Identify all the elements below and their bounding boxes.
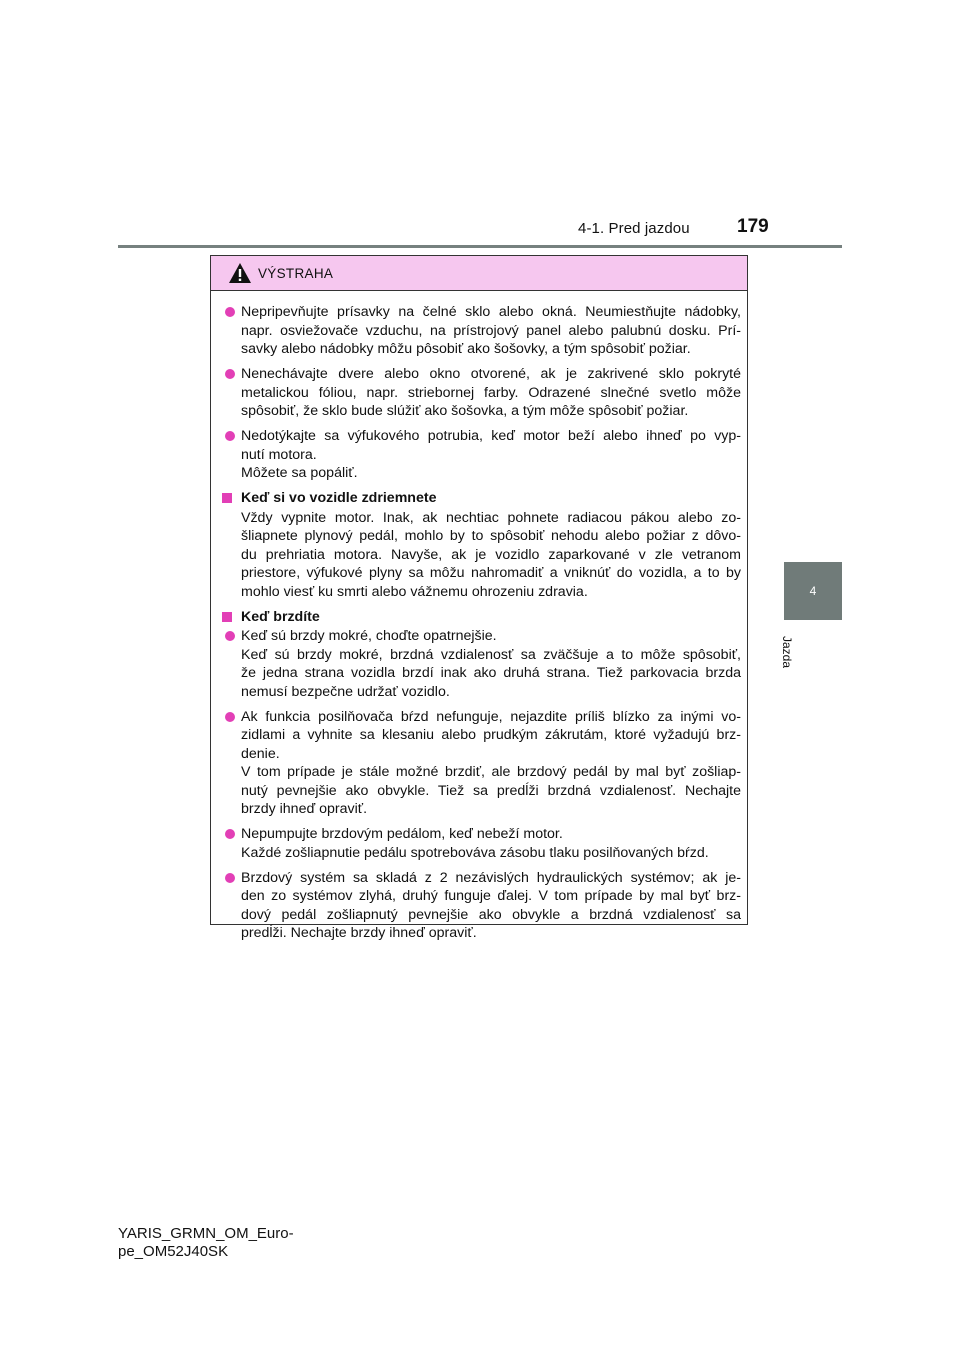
bullet-dot-icon — [225, 712, 235, 722]
warning-title: VÝSTRAHA — [258, 265, 334, 281]
text-line: mohlo viesť ku smrti alebo vážnemu ohrozeniu zdravia. — [241, 583, 588, 600]
section-heading-braking — [217, 608, 741, 627]
text-line: nutí motora. — [241, 446, 317, 463]
warning-header — [211, 256, 747, 291]
text-line: zidlami a vyhnite sa klesaniu alebo prudkým zákrutám, ktoré vyžadujú brz- — [241, 727, 741, 743]
text-line: šliapnete plynový pedál, mohlo by to spôsobiť nehodu alebo požiar z dôvo- — [241, 528, 741, 544]
footer-line: pe_OM52J40SK — [118, 1243, 229, 1260]
chapter-label-vertical — [776, 622, 798, 682]
section-heading-text: Keď si vo vozidle zdriemnete — [241, 490, 437, 506]
warning-bullet — [217, 708, 741, 819]
text-line: Nepripevňujte prísavky na čelné sklo alebo okná. Neumiestňujte nádobky, — [241, 304, 741, 320]
section-square-icon — [222, 612, 232, 622]
header-rule — [118, 245, 842, 248]
text-line: predĺži. Nechajte brzdy ihneď opraviť. — [241, 925, 477, 941]
text-line: priestore, výfukové plyny sa môžu nahromadiť a vniknúť do vozidla, a to by — [241, 565, 741, 581]
text-line: že jedna strana vozidla brzdí inak ako druhá strana. Tiež parkovacia brzda — [241, 665, 741, 681]
warning-bullet — [217, 365, 741, 421]
warning-bullet — [217, 869, 741, 943]
braking-bullets — [217, 627, 741, 943]
header-section-title: 4-1. Pred jazdou — [578, 220, 690, 237]
chapter-number: 4 — [809, 584, 817, 598]
text-line: Ak funkcia posilňovača bŕzd nefunguje, nejazdite príliš blízko za inými vo- — [241, 708, 741, 725]
warning-body — [211, 291, 747, 943]
text-line: Môžete sa popáliť. — [241, 465, 358, 481]
text-line: dový pedál zošliapnutý pevnejšie ako obvykle a brzdná vzdialenosť sa — [241, 906, 741, 923]
text-line: Každé zošliapnutie pedálu spotrebováva zásobu tlaku posilňovaných bŕzd. — [241, 844, 709, 861]
text-line: nutý pevnejšie ako obvykle. Tiež sa predĺži brzdná vzdialenosť. Nechajte — [241, 782, 741, 799]
text-line: Brzdový systém sa skladá z 2 nezávislých hydraulických systémov; ak je- — [241, 869, 741, 886]
text-line: nemusí bezpečne udržať vozidlo. — [241, 683, 450, 700]
warning-triangle-icon — [228, 262, 252, 284]
section-heading-asleep — [217, 489, 741, 508]
text-line: denie. — [241, 745, 280, 762]
chapter-tab — [784, 562, 842, 620]
footer-doc-id — [118, 1225, 294, 1261]
text-line: du prehriatia motora. Navyše, ak je vozidlo zaparkované v zle vetranom — [241, 546, 741, 563]
bullet-dot-icon — [225, 431, 235, 441]
text-line: Vždy vypnite motor. Inak, ak nechtiac pohnete radiacou pákou alebo zo- — [241, 509, 741, 526]
text-line: napr. osviežovače vzduchu, na prístrojový panel alebo palubnú dosku. Prí- — [241, 322, 741, 339]
text-line: Keď sú brzdy mokré, brzdná vzdialenosť sa zväčšuje a to môže spôsobiť, — [241, 646, 741, 663]
chapter-label: Jazda — [780, 635, 794, 669]
text-line: spôsobiť, že sklo bude slúžiť ako šošovka, a tým môže spôsobiť požiar. — [241, 403, 689, 419]
text-line: savky alebo nádobky môžu pôsobiť ako šošovky, a tým spôsobiť požiar. — [241, 341, 691, 357]
text-line: Nedotýkajte sa výfukového potrubia, keď motor beží alebo ihneď po vyp- — [241, 428, 741, 444]
footer-line: YARIS_GRMN_OM_Euro- — [118, 1225, 294, 1242]
section-heading-text: Keď brzdíte — [241, 608, 320, 625]
text-line: V tom prípade je stále možné brzdiť, ale brzdový pedál by mal byť zošliap- — [241, 764, 741, 780]
text-line: brzdy ihneď opraviť. — [241, 801, 368, 817]
bullet-dot-icon — [225, 307, 235, 317]
bullet-dot-icon — [225, 873, 235, 883]
section-paragraph-asleep — [217, 509, 741, 602]
text-line: Keď sú brzdy mokré, choďte opatrnejšie. — [241, 628, 497, 644]
warning-bullet — [217, 825, 741, 862]
warning-bullet — [217, 303, 741, 359]
warning-bullet — [217, 427, 741, 483]
warning-box — [210, 255, 748, 941]
bullet-dot-icon — [225, 829, 235, 839]
text-line: Nepumpujte brzdovým pedálom, keď nebeží motor. — [241, 826, 563, 842]
text-line: Nenechávajte dvere alebo okno otvorené, ak je zakrivené sklo pokryté — [241, 366, 741, 382]
page-number: 179 — [737, 216, 769, 237]
text-line: den zo systémov zlyhá, druhý funguje ďalej. V tom prípade by mal byť brz- — [241, 888, 741, 904]
bullet-dot-icon — [225, 631, 235, 641]
section-square-icon — [222, 493, 232, 503]
text-line: metalickou fóliou, napr. striebornej farby. Odrazené slnečné svetlo môže — [241, 384, 741, 401]
warning-bullet — [217, 627, 741, 701]
bullet-dot-icon — [225, 369, 235, 379]
